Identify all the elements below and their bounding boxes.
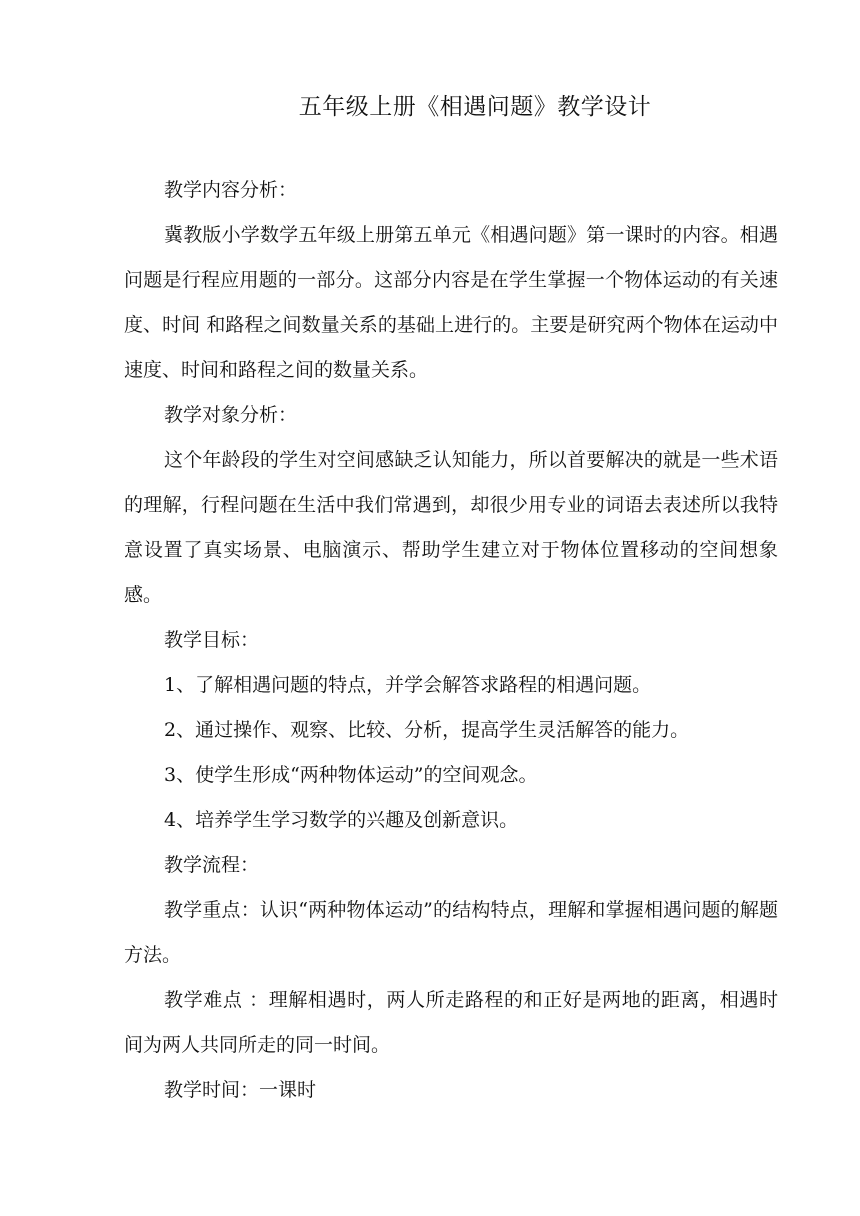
paragraph-difficult-points: 教学难点 ：理解相遇时，两人所走路程的和正好是两地的距离，相遇时间为两人共同所走的同一时间。 <box>124 989 778 1056</box>
heading-teaching-process: 教学流程： <box>164 854 260 876</box>
goal-item-4: 4、培养学生学习数学的兴趣及创新意识。 <box>164 809 519 831</box>
paragraph-content-analysis: 冀教版小学数学五年级上册第五单元《相遇问题》第一课时的内容。相遇问题是行程应用题的一部分。这部分内容是在学生掌握一个物体运动的有关速度、时间 和路程之间数量关系的基础上进行的。主要是研究两个物体在运动中速度、时间和路程之间的数量关系。 <box>124 224 778 381</box>
goal-item-1: 1、了解相遇问题的特点，并学会解答求路程的相遇问题。 <box>164 674 652 696</box>
heading-teaching-goals: 教学目标： <box>164 629 260 651</box>
paragraph-audience-analysis: 这个年龄段的学生对空间感缺乏认知能力，所以首要解决的就是一些术语的理解，行程问题在生活中我们常遇到，却很少用专业的词语去表述所以我特意设置了真实场景、电脑演示、帮助学生建立对于物体位置移动的空间想象感。 <box>124 449 778 606</box>
document-body <box>124 168 778 1113</box>
paragraph-teaching-time: 教学时间：一课时 <box>164 1079 317 1101</box>
heading-audience-analysis: 教学对象分析： <box>164 404 298 426</box>
document-title: 五年级上册《相遇问题》教学设计 <box>298 94 652 120</box>
goal-item-3: 3、使学生形成“两种物体运动”的空间观念。 <box>164 764 538 786</box>
paragraph-key-points: 教学重点：认识“两种物体运动”的结构特点，理解和掌握相遇问题的解题方法。 <box>124 899 778 966</box>
heading-content-analysis: 教学内容分析： <box>164 179 298 201</box>
goal-item-2: 2、通过操作、观察、比较、分析，提高学生灵活解答的能力。 <box>164 719 690 741</box>
